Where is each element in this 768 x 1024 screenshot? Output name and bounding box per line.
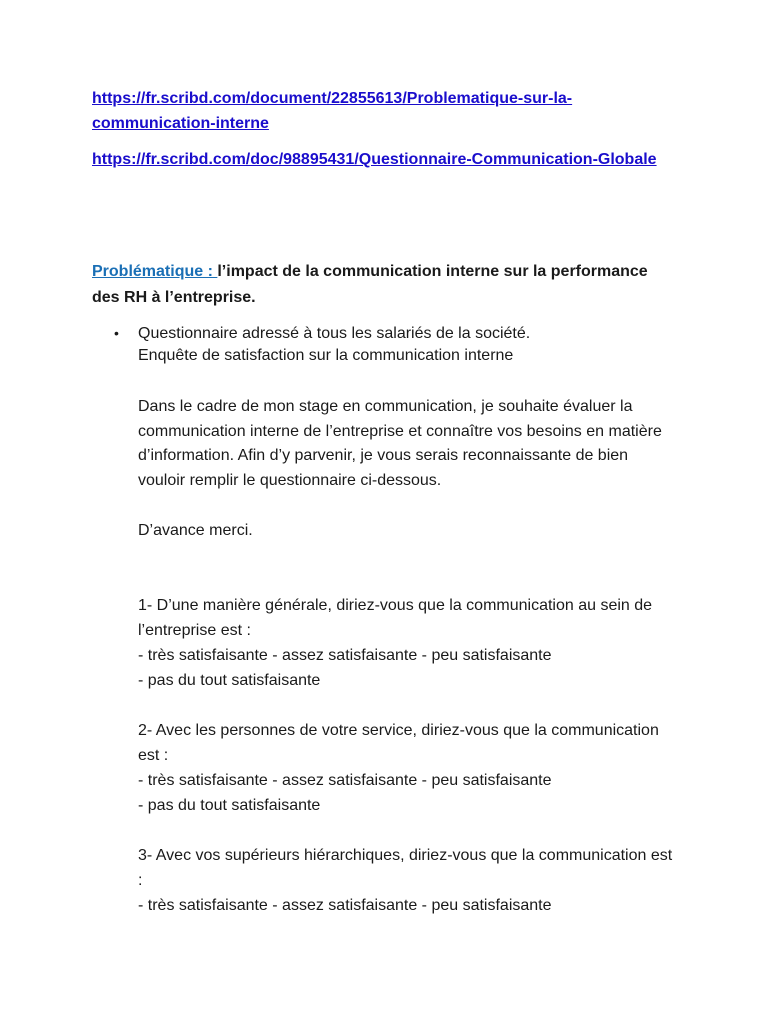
scribd-link-problematique[interactable]: https://fr.scribd.com/document/22855613/Problematique-sur-la- bbox=[92, 90, 573, 107]
question-3-options-1: - très satisfaisante - assez satisfaisante - peu satisfaisante bbox=[138, 897, 552, 914]
intro-line-4: vouloir remplir le questionnaire ci-dessous. bbox=[138, 472, 442, 489]
scribd-link-problematique-continued[interactable]: communication-interne bbox=[92, 115, 269, 132]
question-2-options-1: - très satisfaisante - assez satisfaisante - peu satisfaisante bbox=[138, 772, 552, 789]
intro-line-2: communication interne de l’entreprise et connaître vos besoins en matière bbox=[138, 423, 662, 440]
question-1-options-1: - très satisfaisante - assez satisfaisante - peu satisfaisante bbox=[138, 647, 552, 664]
question-1-line-1: 1- D’une manière générale, diriez-vous que la communication au sein de bbox=[138, 597, 653, 614]
problematique-text-line2: des RH à l’entreprise. bbox=[92, 289, 256, 306]
problematique-label: Problématique : bbox=[92, 263, 218, 280]
thanks-line: D’avance merci. bbox=[138, 522, 253, 539]
intro-line-3: d’information. Afin d’y parvenir, je vous serais reconnaissante de bien bbox=[138, 447, 629, 464]
question-2-options-2: - pas du tout satisfaisante bbox=[138, 797, 321, 814]
question-1-line-2: l’entreprise est : bbox=[138, 622, 251, 639]
scribd-link-questionnaire[interactable]: https://fr.scribd.com/doc/98895431/Questionnaire-Communication-Globale bbox=[92, 151, 657, 168]
bullet-marker: • bbox=[114, 325, 119, 341]
bullet-text-line1: Questionnaire adressé à tous les salariés de la société. bbox=[138, 325, 531, 342]
intro-line-1: Dans le cadre de mon stage en communication, je souhaite évaluer la bbox=[138, 398, 633, 415]
problematique-paragraph bbox=[92, 259, 682, 311]
question-3-line-1: 3- Avec vos supérieurs hiérarchiques, diriez-vous que la communication est bbox=[138, 847, 673, 864]
problematique-text-line1: l’impact de la communication interne sur la performance bbox=[217, 263, 648, 280]
question-3-line-2: : bbox=[138, 872, 143, 889]
question-2-line-2: est : bbox=[138, 747, 169, 764]
question-1-options-2: - pas du tout satisfaisante bbox=[138, 672, 321, 689]
bullet-text-line2: Enquête de satisfaction sur la communication interne bbox=[138, 347, 514, 364]
question-2-line-1: 2- Avec les personnes de votre service, diriez-vous que la communication bbox=[138, 722, 659, 739]
